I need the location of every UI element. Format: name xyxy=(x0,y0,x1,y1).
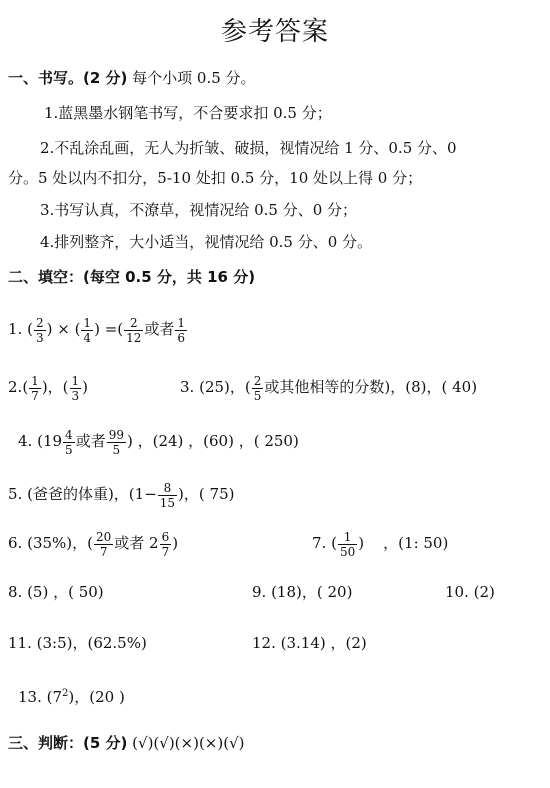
section-1-item-4: 4.排列整齐，大小适当，视情况给 0.5 分、0 分。 xyxy=(40,233,373,251)
q3-fraction xyxy=(252,374,264,403)
q5-f-den: 15 xyxy=(159,495,176,510)
q2-f1-den: 7 xyxy=(31,388,39,403)
q2-f2-num: 1 xyxy=(71,373,80,388)
q4-a: (19 xyxy=(37,432,63,450)
q1-eq: =( xyxy=(99,320,124,338)
q4-number: 4. xyxy=(18,432,33,450)
q1-f1-num: 2 xyxy=(35,315,44,330)
section-1-heading: 一、书写。(2 分) xyxy=(8,69,128,87)
section-1-item-1: 1.蓝黑墨水钢笔书写，不合要求扣 0.5 分； xyxy=(44,104,332,122)
q6-f2-den: 7 xyxy=(161,544,170,559)
q7-number: 7. xyxy=(312,534,327,552)
q1-times: × xyxy=(52,320,75,338)
section-1-item-2: 2.不乱涂乱画，无人为折皱、破损，视情况给 1 分、0.5 分、0 xyxy=(40,139,457,157)
q3-f-num: 2 xyxy=(253,373,262,388)
q4-m-den: 5 xyxy=(65,442,73,457)
q4-mixed-fraction xyxy=(63,428,75,457)
q6-fraction-1 xyxy=(94,530,113,559)
q3-b: 或其他相等的分数)，(8)，( 40) xyxy=(264,378,478,396)
q3-a: (25)，( xyxy=(199,378,251,396)
q4-m-num: 4 xyxy=(65,427,73,442)
q13-a: 13. (7 xyxy=(18,688,63,706)
question-4 xyxy=(18,426,550,457)
q1-lp2: ( xyxy=(74,320,81,338)
q7-fraction xyxy=(338,530,357,559)
q4-or: 或者 xyxy=(75,432,106,450)
q1-lp1: ( xyxy=(27,320,33,338)
q1-rp2: ) xyxy=(94,320,100,338)
q4-fraction xyxy=(107,428,126,457)
q1-fraction-1 xyxy=(34,316,46,345)
q1-or: 或者 xyxy=(144,320,175,338)
q1-f1-den: 3 xyxy=(35,330,44,345)
q7-b: ) xyxy=(358,534,365,552)
q2-f1-num: 1 xyxy=(31,373,39,388)
question-12: 12. (3.14) ，(2) xyxy=(252,634,367,652)
q7-a: ( xyxy=(331,534,337,552)
section-3-heading: 三、判断：(5 分) xyxy=(8,734,128,752)
q2-number: 2. xyxy=(8,378,23,396)
page-title: 参考答案 xyxy=(220,17,329,47)
q13-sup: 2 xyxy=(62,688,69,699)
q5-number: 5. xyxy=(8,485,23,503)
q1-fraction-2 xyxy=(81,316,93,345)
q4-b: ) ，(24) ，(60) ，( 250) xyxy=(126,432,299,450)
q1-f2-den: 4 xyxy=(83,330,92,345)
q7-f-num: 1 xyxy=(338,530,357,545)
q1-fraction-4 xyxy=(175,316,187,345)
q7-f-den: 50 xyxy=(339,544,356,559)
q1-fraction-3 xyxy=(124,316,143,345)
section-3-line xyxy=(8,733,550,753)
q6-f1-num: 20 xyxy=(96,529,112,544)
q6-number: 6. xyxy=(8,534,23,552)
question-3 xyxy=(180,372,550,403)
q1-number: 1. xyxy=(8,320,23,338)
q2-d: ) xyxy=(82,378,89,396)
question-8: 8. (5) ，( 50) xyxy=(8,583,104,601)
section-1-note: 每个小项 0.5 分。 xyxy=(132,69,256,87)
q2-fraction-1 xyxy=(29,374,41,403)
q2-fraction-2 xyxy=(70,374,82,403)
q1-f4-num: 1 xyxy=(177,315,186,330)
question-7 xyxy=(312,528,550,559)
section-3-answers: (√)(√)(×)(×)(√) xyxy=(132,734,245,752)
question-13 xyxy=(18,684,550,707)
question-1 xyxy=(8,314,550,345)
q3-number: 3. xyxy=(180,378,195,396)
q1-f4-den: 6 xyxy=(177,330,186,345)
q13-b: )，(20 ) xyxy=(68,688,125,706)
question-9: 9. (18)，( 20) xyxy=(252,583,353,601)
question-11: 11. (3:5)，(62.5%) xyxy=(8,634,147,652)
q2-a: ( xyxy=(22,378,29,396)
question-5 xyxy=(8,479,550,510)
q6-or: 或者 2 xyxy=(114,534,159,552)
q2-f2-den: 3 xyxy=(71,388,80,403)
q5-f-num: 8 xyxy=(158,481,177,496)
q6-fraction-2 xyxy=(160,530,172,559)
q1-f2-num: 1 xyxy=(83,315,92,330)
section-2-heading: 二、填空：(每空 0.5 分，共 16 分) xyxy=(8,268,256,286)
q5-a: (爸爸的体重)，(1− xyxy=(27,485,157,503)
q2-c: ，( xyxy=(47,378,69,396)
q2-b: ) xyxy=(41,378,48,396)
q5-b: )，( 75) xyxy=(178,485,235,503)
q5-fraction xyxy=(158,481,177,510)
q6-f2-num: 6 xyxy=(161,529,170,544)
q1-f3-den: 12 xyxy=(126,330,142,345)
question-10: 10. (2) xyxy=(445,583,495,601)
q1-f3-num: 2 xyxy=(124,316,143,331)
q6-a: (35%)，( xyxy=(27,534,93,552)
q4-f-num: 99 xyxy=(108,427,124,442)
section-1-item-3: 3.书写认真，不潦草，视情况给 0.5 分、0 分； xyxy=(40,201,358,219)
q7-c: ，(1: 50) xyxy=(383,534,449,552)
q4-f-den: 5 xyxy=(112,442,121,457)
section-1-heading-line xyxy=(8,68,550,88)
q6-b: ) xyxy=(172,534,179,552)
q1-rp1: ) xyxy=(46,320,53,338)
section-1-item-2-cont: 分。5 处以内不扣分，5-10 处扣 0.5 分，10 处以上得 0 分； xyxy=(8,169,423,187)
q3-f-den: 5 xyxy=(253,388,262,403)
q6-f1-den: 7 xyxy=(99,544,108,559)
